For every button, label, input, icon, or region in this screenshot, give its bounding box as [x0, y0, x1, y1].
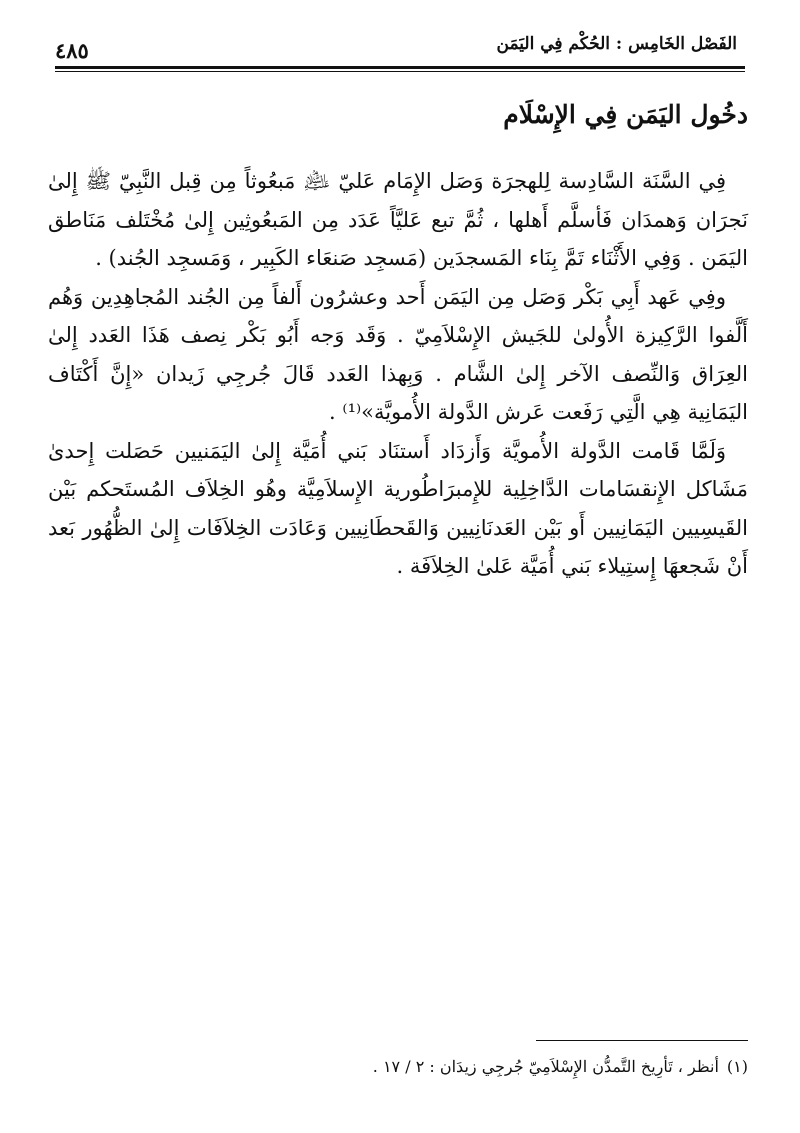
footnote [48, 1054, 748, 1080]
body-text [48, 162, 748, 586]
footnote-text: أنظر ، تَأرِيخ التَّمدُّن الإِسْلاَمِيّ جُرجِي زيدَان : ٢ / ١٧ . [372, 1057, 719, 1076]
footnote-separator [536, 1040, 748, 1041]
chapter-title: الفَصْل الخَامِس : الحُكْم فِي اليَمَن [496, 34, 737, 54]
paragraph-1: فِي السَّنَة السَّادِسة لِلهجرَة وَصَل الإِمَام عَليّ ﵇ مَبعُوثاً مِن قِبل النَّبِيّ ﷺ إِلىٰ نَجرَان وَهمدَان فَأسلَّم أَهلها ، ثُمَّ تبع عَليَّاً عَدَد مِن المَبعُوثِين إِلىٰ مُخْتَلف مَنَاطق اليَمَن . وَفِي الأَثْنَاء تَمَّ بِنَاء المَسجدَين (مَسجِد صَنعَاء الكَبِير ، وَمَسجِد الجُند) . [48, 169, 748, 270]
running-header [55, 34, 745, 64]
header-rule-thin [55, 71, 745, 72]
footnote-marker: (١) [726, 1057, 748, 1076]
header-rule [55, 66, 745, 69]
paragraph-2: وفِي عَهد أَبِي بَكْر وَصَل مِن اليَمَن أَحد وعشرُون أَلفاً مِن الجُند المُجاهِدِين وَهُم أَلَّفوا الرَّكِيزة الأُولىٰ للجَيش الإِسْلاَمِيّ . وَقَد وَجه أَبُو بَكْر نِصف هَذَا العَدد إِلىٰ العِرَاق وَالنِّصف الآخر إِلىٰ الشَّام . وَبِهذا العَدد قَالَ جُرجِي زَيدان «إِنَّ أَكْتَاف اليَمَانِية هِي الَّتِي رَفَعت عَرش الدَّولة الأُمويَّة»⁽¹⁾ . [48, 284, 748, 424]
section-heading: دخُول اليَمَن فِي الإِسْلَام [503, 100, 748, 129]
paragraph-3: وَلَمَّا قَامت الدَّولة الأُمويَّة وَأَزدَاد أَستنَاد بَني أُمَيَّة إِلىٰ اليَمَنيين حَصَلت إِحدىٰ مَشَاكل الإِنقسَامات الدَّاخِلِية للإِمبرَاطُورية الإِسلاَمِيَّة وهُو الخِلاَف المُستَحكم بَيْن القَيسِيين اليَمَانِيين أَو بَيْن العَدنَانِيين وَالقَحطَانِيين وَعَادَت الخِلاَفَات إِلىٰ الظُّهُور بَعد أَنْ شَجعهَا إِستِيلاء بَني أُمَيَّة عَلىٰ الخِلاَفَة . [48, 438, 748, 578]
page-number: ٤٨٥ [55, 38, 89, 63]
